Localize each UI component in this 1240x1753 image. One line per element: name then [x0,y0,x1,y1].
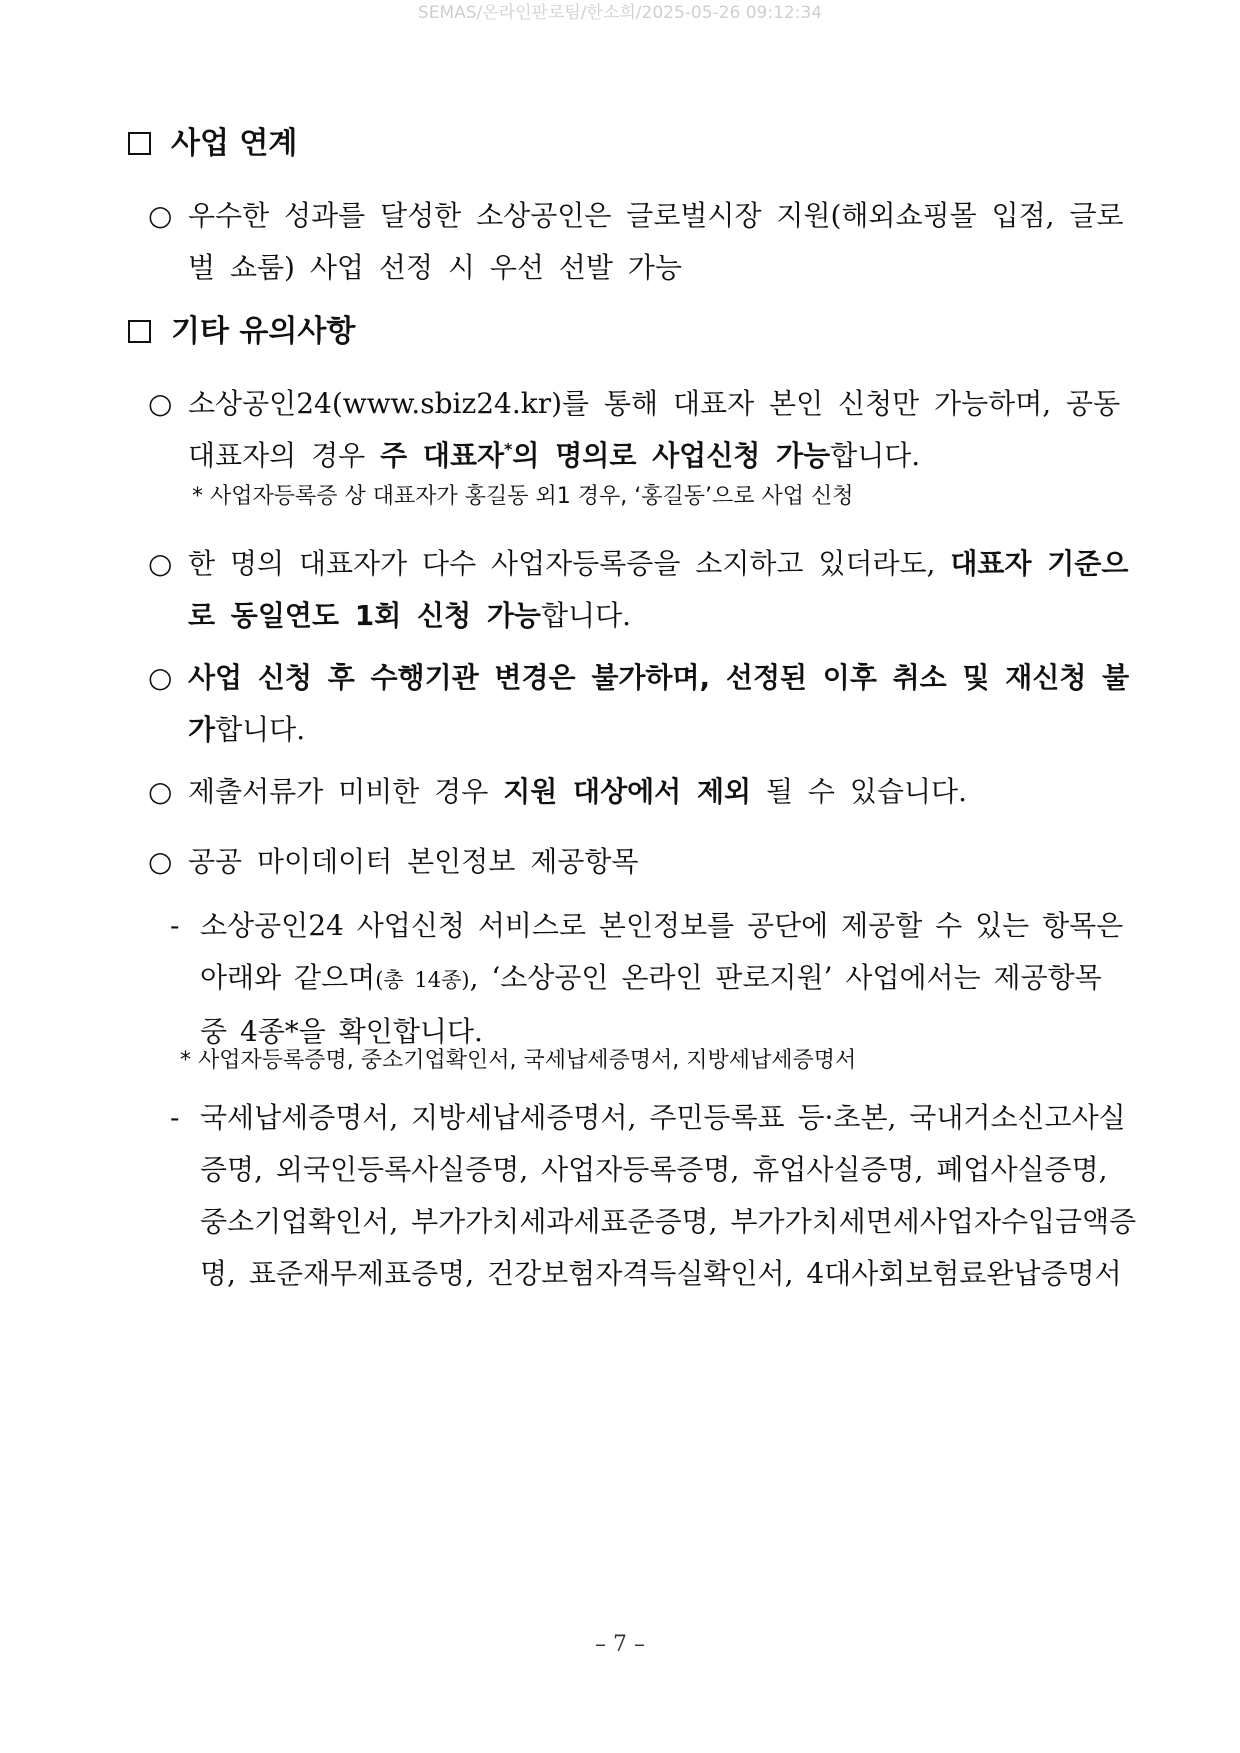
list-item [148,652,1138,756]
sub-list-item [170,1092,1138,1300]
emphasis-text: 지원 대상에서 제외 [503,775,752,808]
emphasis-text: 의 명의로 사업신청 가능 [512,439,831,472]
emphasis-text: 주 대표자 [380,439,505,472]
list-item-text: 공공 마이데이터 본인정보 제공항목 [188,845,639,878]
text-run: 소상공인24 사업신청 서비스로 본인정보를 공단에 제공할 수 있는 항목은 아래와 같으며 [200,909,1124,994]
text-run: 합니다. [540,599,632,632]
circle-bullet-icon: ○ [148,661,173,694]
sub-list-item [170,900,1138,1058]
text-run: 될 수 있습니다. [751,775,967,808]
list-item-text [188,652,1138,756]
circle-bullet-icon: ○ [148,547,173,580]
list-item [148,766,1138,818]
list-item-text [188,766,1138,818]
footnote-marker: * [504,439,513,459]
watermark-header: SEMAS/온라인판로팀/한소희/2025-05-26 09:12:34 [417,3,823,23]
checkbox-square-icon [128,132,151,155]
section-title: 사업 연계 [171,126,298,161]
emphasis-text: 사업 신청 후 수행기관 변경은 불가하며, 선정된 이후 취소 및 재신청 불가 [188,661,1130,746]
dash-bullet: - [170,909,180,942]
list-item-text [188,538,1138,642]
count-note: (총 14종) [375,968,470,992]
list-item-text: 우수한 성과를 달성한 소상공인은 글로벌시장 지원(해외쇼핑몰 입점, 글로벌 쇼룸) 사업 선정 시 우선 선발 가능 [188,199,1124,284]
section-heading-notes [128,312,355,352]
circle-bullet-icon: ○ [148,845,173,878]
section-title: 기타 유의사항 [171,314,356,349]
text-run: 소상공인24(www.sbiz24.kr)를 통해 대표자 본인 신청만 가능하며, 공동대표자의 경우 [188,387,1121,472]
list-item [148,538,1138,642]
circle-bullet-icon: ○ [148,387,173,420]
circle-bullet-icon: ○ [148,775,173,808]
list-item [148,378,1138,482]
text-run: 제출서류가 미비한 경우 [188,775,504,808]
text-run: , ‘소상공인 온라인 판로지원’ 사업에서는 제공항목 중 4종*을 확인합니다. [200,961,1102,1048]
circle-bullet-icon: ○ [148,199,173,232]
text-run: 합니다. [830,439,921,472]
checkbox-square-icon [128,320,151,343]
text-run: 합니다. [215,713,306,746]
list-item-text [188,378,1138,482]
list-item [148,836,1138,888]
footnote: * 사업자등록증명, 중소기업확인서, 국세납세증명서, 지방세납세증명서 [180,1048,857,1073]
section-heading-linkage [128,124,297,164]
emphasis-text: 대표자 기준으로 동일연도 1회 신청 가능 [188,547,1129,632]
footnote: * 사업자등록증 상 대표자가 홍길동 외1 경우, ‘홍길동’으로 사업 신청 [192,484,854,509]
sub-list-item-text: 국세납세증명서, 지방세납세증명서, 주민등록표 등·초본, 국내거소신고사실증명, 외국인등록사실증명, 사업자등록증명, 휴업사실증명, 폐업사실증명, 중소기업확인서, 부가가치세과세표준증명, 부가가치세면세사업자수입금액증명, 표준재무제표증명, 건강보험자격득실확인서, 4대사회보험료완납증명서 [200,1101,1137,1290]
dash-bullet: - [170,1101,180,1134]
page-number: – 7 – [595,1632,645,1657]
sub-list-item-text [200,900,1138,1058]
list-item [148,190,1138,294]
text-run: 한 명의 대표자가 다수 사업자등록증을 소지하고 있더라도, [188,547,951,580]
